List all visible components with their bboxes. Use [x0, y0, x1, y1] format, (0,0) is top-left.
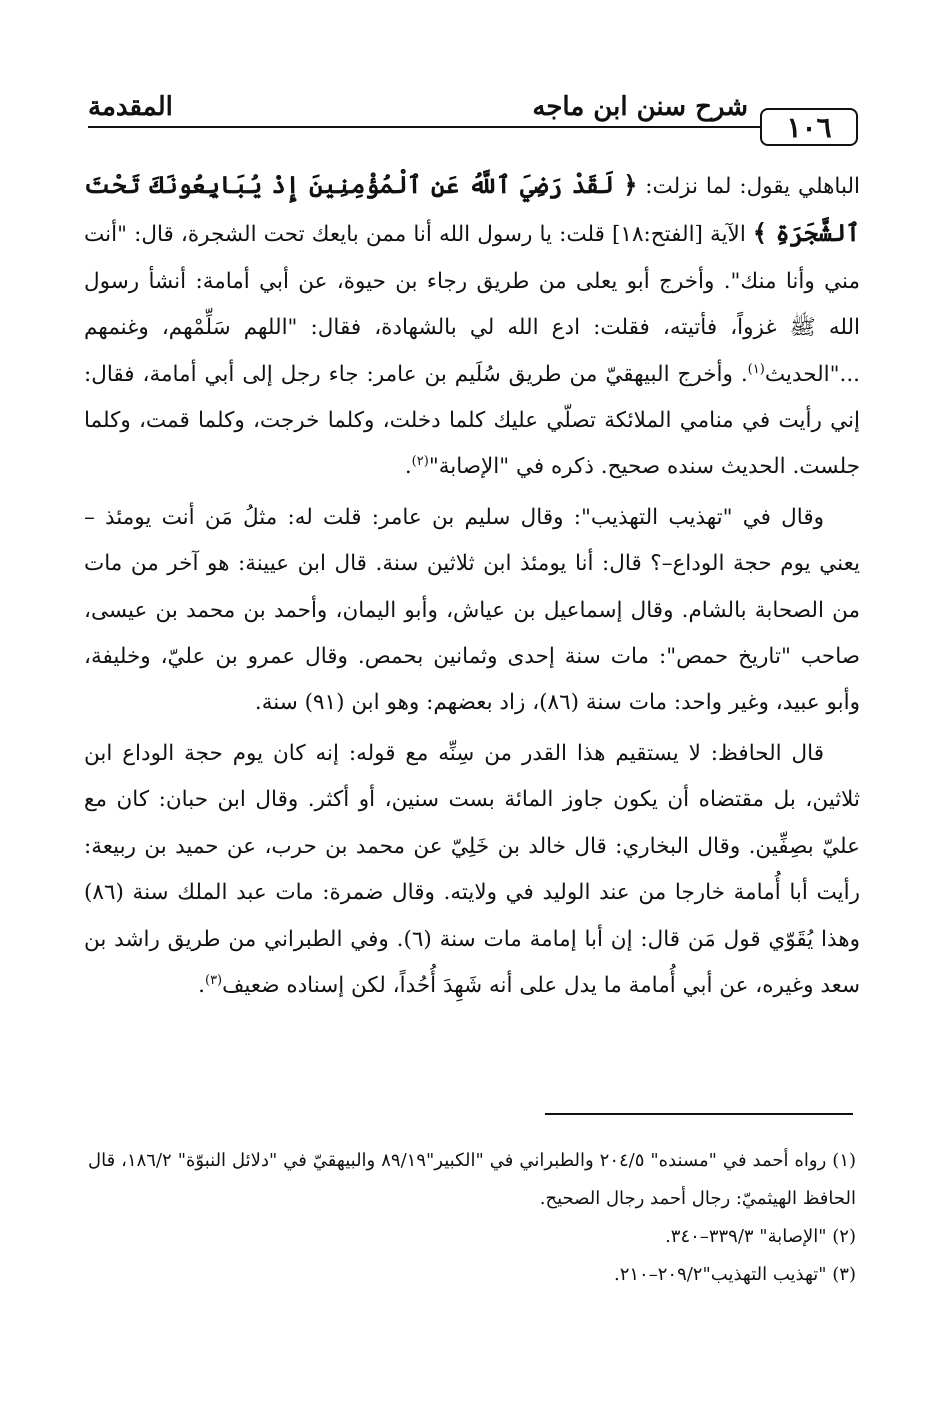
page-number: ١٠٦: [760, 108, 858, 146]
paragraph-2: وقال في "تهذيب التهذيب": وقال سليم بن عامر: قلت له: مثلُ مَن أنت يومئذ – يعني يوم حجة الوداع–؟ قال: أنا يومئذ ابن ثلاثين سنة. قال ابن عيينة: هو آخر من مات من الصحابة بالشام. وقال إسماعيل بن عياش، وأبو اليمان، وأحمد بن محمد بن عيسى، صاحب "تاريخ حمص": مات سنة إحدى وثمانين بحمص. وقال عمرو بن عليّ، وخليفة، وأبو عبيد، وغير واحد: مات سنة (٨٦)، زاد بعضهم: وهو ابن (٩١) سنة.: [84, 504, 860, 716]
quran-verse: ﴿ لَقَدْ رَضِيَ ٱللَّهُ عَنِ ٱلْمُؤْمِنِينَ إِذْ يُبَايِعُونَكَ تَحْتَ ٱلشَّجَرَةِ ﴾: [84, 170, 861, 248]
paragraph-1: [84, 162, 860, 491]
paragraph-3-end: .: [198, 972, 205, 998]
footnote-2: (٢) "الإصابة" ٣٣٩/٣–٣٤٠.: [665, 1226, 856, 1247]
footnote-ref-1: (١): [747, 361, 765, 377]
book-title: شرح سنن ابن ماجه: [532, 92, 748, 122]
paragraph-3-body: قال الحافظ: لا يستقيم هذا القدر من سِنِّه مع قوله: إنه كان يوم حجة الوداع ابن ثلاثين، بل مقتضاه أن يكون جاوز المائة بست سنين، أو أكثر. وقال ابن حبان: كان مع عليّ بصِفِّين. وقال البخاري: قال خالد بن خَلِيّ عن محمد بن حرب، عن حميد بن ربيعة: رأيت أبا أُمامة خارجا من عند الوليد في ولايته. وقال ضمرة: مات عبد الملك سنة (٨٦) وهذا يُقَوّي قول مَن قال: إن أبا إمامة مات سنة (٦). وفي الطبراني من طريق راشد بن سعد وغيره، عن أبي أُمامة ما يدل على أنه شَهِدَ أُحُداً، لكن إسناده ضعيف: [84, 740, 860, 998]
footnote-separator: [545, 1113, 853, 1115]
footnote-1: (١) رواه أحمد في "مسنده" ٢٠٤/٥ والطبراني في "الكبير"٨٩/١٩ والبيهقيّ في "دلائل النبوّة" ١٨٦/٢، قال الحافظ الهيثميّ: رجال أحمد رجال الصحيح.: [88, 1150, 857, 1209]
main-text: [84, 162, 860, 1009]
section-title: المقدمة: [88, 92, 173, 122]
paragraph-1-end: .: [404, 454, 412, 480]
page-header: [88, 92, 858, 152]
footnote-ref-2: (٢): [411, 454, 429, 470]
footnote-3: (٣) "تهذيب التهذيب"٢٠٩/٢–٢١٠.: [613, 1264, 856, 1285]
paragraph-1-body: الآية [الفتح:١٨] قلت: يا رسول الله أنا ممن بايعك تحت الشجرة، قال: "أنت مني وأنا منك". وأخرج أبو يعلى من طريق رجاء بن حيوة، عن أبي أمامة: أنشأ رسول الله ﷺ غزواً، فأتيته، فقلت: ادع الله لي بالشهادة، فقال: "اللهم سَلِّمْهم، وغنمهم ..."الحديث: [84, 222, 860, 387]
footnotes: [88, 1142, 856, 1294]
paragraph-1-lead: الباهلي يقول: لما نزلت:: [637, 174, 860, 199]
paragraph-1-body-cont: . وأخرج البيهقيّ من طريق سُلَيم بن عامر: جاء رجل إلى أبي أمامة، فقال: إني رأيت في منامي الملائكة تصلّي عليك كلما دخلت، وكلما خرجت، وكلما قمت، وكلما جلست. الحديث سنده صحيح. ذكره في "الإصابة": [84, 361, 860, 480]
paragraph-3: [84, 731, 860, 1009]
footnote-ref-3: (٣): [204, 972, 223, 988]
header-rule: [88, 126, 762, 128]
